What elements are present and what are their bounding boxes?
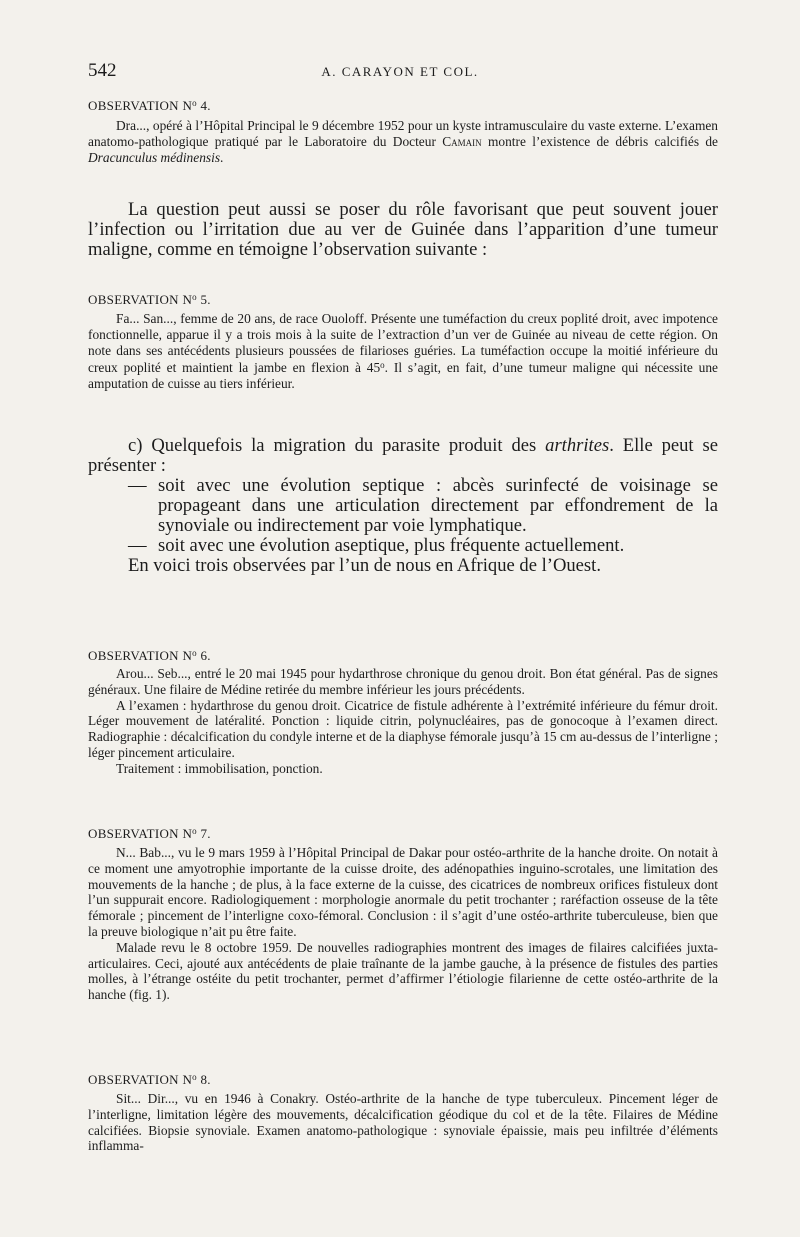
obs4-species: Dracunculus médinensis (88, 149, 221, 165)
arthritis-intro (88, 436, 718, 476)
observation-5-heading (88, 292, 211, 308)
arthritis-italic: arthrites (545, 435, 610, 456)
obs4-author-name: Camain (442, 133, 482, 149)
observation-number: 5. (196, 292, 211, 307)
obs7-para1: N... Bab..., vu le 9 mars 1959 à l’Hôpital Principal de Dakar pour ostéo-arthrite de la hanche droite. On notait à ce moment une amyotrophie importante de la cuisse droite, des adénopathies inguino-scrotales, une limitation des mouvements de la hanche ; de plus, à la face externe de la cuisse, des cicatrices de nombreux orifices fistuleux dont l’un suppurait encore. Radiologiquement : morphologie anormale du petit trochanter ; raréfaction osseuse de la tête fémorale ; pincement de l’interligne coxo-fémoral. Conclusion : il s’agit d’une ostéo-arthrite tuberculeuse, bien que la preuve biologique n’ait pu être faite. (88, 845, 718, 939)
observation-label: OBSERVATION (88, 1072, 179, 1087)
arthritis-intro-end: . Elle peut se présenter : (88, 435, 718, 476)
observation-8-text (88, 1091, 718, 1154)
degree-superscript: o (380, 360, 385, 371)
observation-7-heading (88, 826, 211, 842)
observation-number: 7. (196, 826, 211, 841)
obs4-text-part2: montre l’existence de débris calcifiés de (481, 133, 719, 149)
observation-label: OBSERVATION (88, 292, 179, 307)
observation-5-text (88, 311, 718, 392)
observation-4-heading (88, 98, 211, 114)
obs7-para2: Malade revu le 8 octobre 1959. De nouvelles radiographies montrent des images de filaires calcifiées juxta-articulaires. Ceci, ajouté aux antécédents de plaie traînante de la jambe gauche, à la présence de fistules des parties molles, à l’étrange ostéite du petit trochanter, permet d’affirmer l’étiologie filarienne de cette ostéo-arthrite de la hanche (fig. 1). (88, 939, 718, 1003)
observation-number: 8. (196, 1072, 211, 1087)
bullet-aseptic (128, 536, 718, 556)
number-abbrev: N (182, 98, 193, 113)
paragraph-tumor: La question peut aussi se poser du rôle favorisant que peut souvent jouer l’infection ou l’irritation due au ver de Guinée dans l’apparition d’une tumeur maligne, comme en témoigne l’observation suivante : (88, 199, 718, 260)
observation-number: 6. (196, 648, 211, 663)
observation-label: OBSERVATION (88, 826, 179, 841)
obs6-para1: Arou... Seb..., entré le 20 mai 1945 pour hydarthrose chronique du genou droit. Bon état général. Pas de signes généraux. Une filaire de Médine retirée du membre inférieur les jours précédents. (88, 666, 718, 697)
observation-label: OBSERVATION (88, 98, 179, 113)
observation-8-heading (88, 1072, 211, 1088)
number-superscript: o (192, 826, 197, 836)
page-number: 542 (88, 60, 117, 81)
observation-6-heading (88, 648, 211, 664)
number-abbrev: N (182, 1072, 193, 1087)
number-superscript: o (192, 648, 197, 658)
arthritis-intro-start: c) Quelquefois la migration du parasite produit des (128, 435, 546, 456)
number-superscript: o (192, 98, 197, 108)
number-superscript: o (192, 292, 197, 302)
arthritis-closing: En voici trois observées par l’un de nous en Afrique de l’Ouest. (128, 555, 601, 576)
obs5-text-part1: Fa... San..., femme de 20 ans, de race Ouoloff. Présente une tuméfaction du creux poplité droit, avec impotence fonctionnelle, apparue il y a trois mois à la suite de l’extraction d’un ver de Guinée au niveau de cette région. On note dans ses antécédents plusieurs poussées de filarioses guéries. La tuméfaction occupe la moitié inférieure du creux poplité et maintient la jambe en flexion à 45 (88, 311, 718, 376)
number-superscript: o (192, 1072, 197, 1082)
running-title: A. CARAYON ET COL. (321, 64, 479, 79)
dash-marker: — (128, 475, 147, 496)
dash-marker: — (128, 535, 147, 556)
obs6-para3: Traitement : immobilisation, ponction. (116, 760, 323, 776)
obs4-text-part1: Dra..., opéré à l’Hôpital Principal le 9 décembre 1952 pour un kyste intramusculaire du vaste externe. L’examen anatomo-pathologique pratiqué par le Laboratoire du Docteur (88, 118, 718, 149)
paragraph-arthritis (88, 436, 718, 576)
bullet-aseptic-text: soit avec une évolution aseptique, plus fréquente actuellement. (158, 535, 625, 556)
observation-6-text (88, 666, 718, 777)
obs4-end: . (220, 149, 224, 165)
obs5-text-part2: . Il s’agit, en fait, d’une tumeur maligne qui nécessite une amputation de cuisse au tiers inférieur. (88, 360, 718, 392)
observation-number: 4. (196, 98, 211, 113)
observation-7-text (88, 845, 718, 1003)
observation-4-text (88, 118, 718, 165)
number-abbrev: N (182, 826, 193, 841)
obs6-para2: A l’examen : hydarthrose du genou droit. Cicatrice de fistule adhérente à l’extrémité inférieure du fémur droit. Léger mouvement de latéralité. Ponction : liquide citrin, polynucléaires, pas de gonocoque à l’examen direct. Radiographie : décalcification du condyle interne et de la diaphyse fémorale jusqu’à 15 cm au-dessus de l’interligne ; léger pincement articulaire. (88, 697, 718, 760)
bullet-septic (128, 476, 718, 536)
observation-label: OBSERVATION (88, 648, 179, 663)
number-abbrev: N (182, 292, 193, 307)
number-abbrev: N (182, 648, 193, 663)
obs8-para1: Sit... Dir..., vu en 1946 à Conakry. Ostéo-arthrite de la hanche de type tuberculeux. Pincement léger de l’interligne, limitation légère des mouvements, décalcification géodique du col et de la tête. Filaires de Médine calcifiées. Biopsie synoviale. Examen anatomo-pathologique : synoviale épaissie, mais peu infiltrée d’éléments inflamma- (88, 1091, 718, 1154)
bullet-septic-text: soit avec une évolution septique : abcès surinfecté de voisinage se propageant dans une articulation directement par effondrement de la synoviale ou indirectement par voie lymphatique. (158, 475, 718, 536)
